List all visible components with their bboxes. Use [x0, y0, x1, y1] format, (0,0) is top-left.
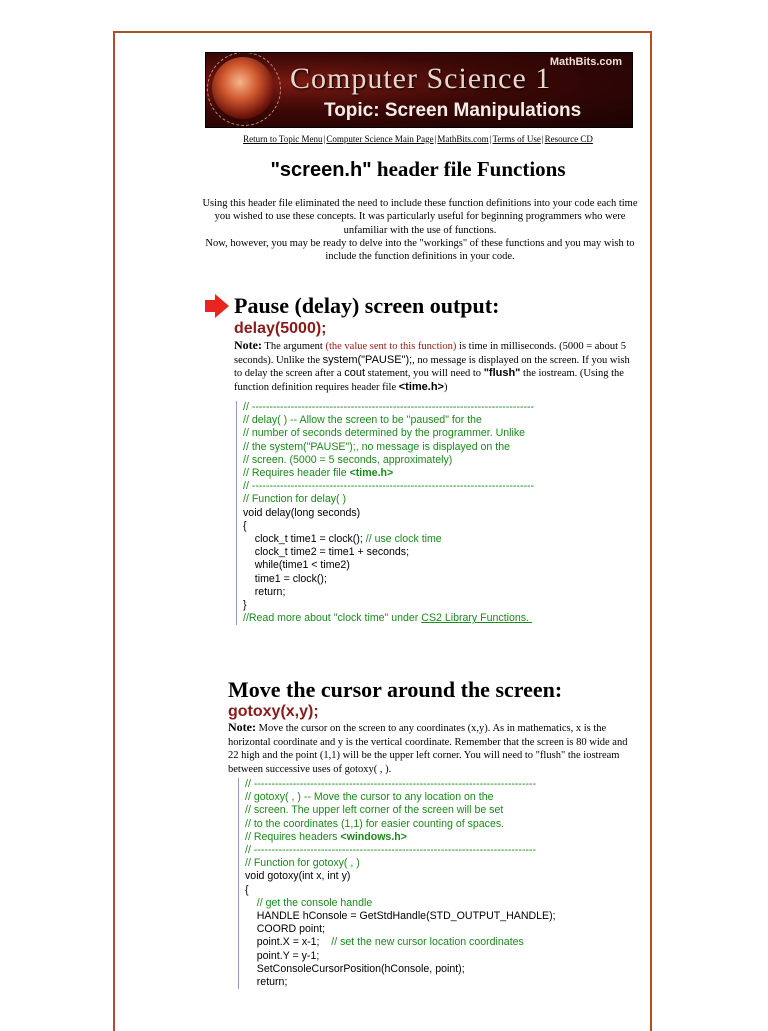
- note-text: the iostream. (Using the function definition requires header file: [234, 368, 624, 393]
- code-line: [243, 480, 643, 493]
- code-text: // screen. (5000 = 5 seconds, approximately): [243, 453, 453, 466]
- code-line: [245, 778, 643, 791]
- note-text: , no message is displayed on the screen. If you wish to delay the screen after a: [234, 354, 630, 379]
- code-line: [243, 507, 643, 520]
- note-text: is time in milliseconds. (5000 = about 5 seconds). Unlike the: [234, 341, 626, 366]
- nav-link-topic-menu[interactable]: Return to Topic Menu: [243, 134, 323, 144]
- code-text: }: [243, 599, 247, 612]
- code-line: [243, 441, 643, 454]
- section-gotoxy-title: Move the cursor around the screen:: [228, 677, 563, 702]
- code-text: // Function for gotoxy( , ): [245, 857, 360, 870]
- note-label: Note:: [228, 720, 256, 734]
- code-line: [245, 910, 643, 923]
- note-highlight: (the value sent to this function): [325, 341, 457, 352]
- code-inline-comment: // use clock time: [362, 533, 442, 546]
- code-text: COORD point;: [245, 923, 326, 936]
- code-text: // to the coordinates (1,1) for easier counting of spaces.: [245, 817, 505, 830]
- nav-link-mathbits[interactable]: MathBits.com: [437, 134, 489, 144]
- code-line: [243, 586, 643, 599]
- page-title: [205, 157, 631, 182]
- code-text: // --------------------------------------------------------------------------------: [243, 401, 535, 413]
- code-line: [245, 857, 643, 870]
- code-line: [245, 870, 643, 883]
- code-text: {: [243, 519, 247, 532]
- code-text: return;: [245, 976, 288, 989]
- code-text: //Read more about "clock time" under: [243, 612, 422, 625]
- delay-function-name: delay(5000);: [234, 320, 327, 337]
- cs2-library-link[interactable]: CS2 Library Functions.: [421, 612, 532, 625]
- code-text: // --------------------------------------------------------------------------------: [243, 480, 535, 493]
- code-text: // Requires header file: [243, 467, 350, 480]
- globe-icon: [212, 57, 274, 119]
- code-line: [243, 467, 643, 480]
- note-code: cout: [344, 367, 365, 379]
- note-text: Move the cursor on the screen to any coordinates (x,y). As in mathematics, x is the horizontal coordinate and y is the vertical coordinate. Remember that the screen is 80 wide and 22 high and the point (1,1) will be the upper left corner. You will need to "flush" the iostream between successive uses of gotoxy( , ).: [228, 723, 628, 775]
- code-text: clock_t time2 = time1 + seconds;: [243, 546, 410, 559]
- code-text: time1 = clock();: [243, 572, 327, 585]
- note-text: ): [443, 381, 448, 393]
- page-title-rest: header file Functions: [371, 157, 566, 181]
- code-line: [243, 427, 643, 440]
- note-text: The argument: [261, 341, 326, 352]
- code-text: point.X = x-1;: [245, 936, 320, 949]
- code-line: [243, 493, 643, 506]
- section-delay-title: Pause (delay) screen output:: [234, 293, 500, 318]
- code-text: void gotoxy(int x, int y): [245, 870, 351, 883]
- code-line: [243, 520, 643, 533]
- code-line: [245, 897, 643, 910]
- delay-note: [234, 339, 636, 394]
- intro-paragraph-1: Using this header file eliminated the need to include these function definitions into your code each time you wished to use these concepts. It was particularly useful for beginning programmers who were unfamiliar with the use of functions.: [202, 198, 638, 236]
- banner-title: Computer Science 1: [290, 62, 552, 95]
- code-text: // the system("PAUSE");, no message is displayed on the: [243, 440, 510, 453]
- code-line: [245, 818, 643, 831]
- red-arrow-icon: [204, 293, 230, 319]
- code-text: return;: [243, 585, 286, 598]
- code-line: [243, 454, 643, 467]
- intro-paragraph-2: Now, however, you may be ready to delve into the "workings" of these functions and you may wish to include the function definitions in your code.: [205, 237, 635, 263]
- nav-links: [205, 134, 631, 144]
- code-text: point.Y = y-1;: [245, 949, 320, 962]
- code-line: [243, 599, 643, 612]
- code-line: [245, 936, 643, 949]
- code-text: HANDLE hConsole = GetStdHandle(STD_OUTPUT_HANDLE);: [245, 910, 556, 923]
- nav-link-resource-cd[interactable]: Resource CD: [544, 134, 593, 144]
- banner-topic: Topic: Screen Manipulations: [324, 100, 582, 121]
- code-line: [243, 533, 643, 546]
- code-text: // --------------------------------------------------------------------------------: [245, 844, 537, 857]
- code-text: // gotoxy( , ) -- Move the cursor to any location on the: [245, 791, 494, 804]
- code-line: [243, 414, 643, 427]
- nav-link-terms[interactable]: Terms of Use: [492, 134, 541, 144]
- page-title-code: "screen.h": [270, 159, 372, 181]
- code-text: while(time1 < time2): [243, 559, 350, 572]
- code-text: // Function for delay( ): [243, 493, 347, 506]
- code-line: [245, 791, 643, 804]
- gotoxy-function-name: gotoxy(x,y);: [228, 703, 319, 720]
- delay-code-block: [236, 401, 643, 625]
- code-text: // --------------------------------------------------------------------------------: [245, 778, 537, 790]
- code-text: {: [245, 883, 249, 896]
- code-text: // screen. The upper left corner of the screen will be set: [245, 804, 504, 817]
- code-line: [243, 612, 643, 625]
- code-text: // delay( ) -- Allow the screen to be "paused" for the: [243, 414, 482, 427]
- gotoxy-code-block: [238, 778, 643, 989]
- note-code: system("PAUSE");: [322, 353, 413, 366]
- gotoxy-note: [228, 721, 636, 776]
- code-line: [243, 401, 643, 414]
- code-line: [245, 884, 643, 897]
- code-text: clock_t time1 = clock();: [243, 533, 363, 546]
- nav-separator: |: [434, 134, 437, 144]
- intro-text: [200, 197, 640, 263]
- nav-separator: |: [489, 134, 492, 144]
- code-line: [245, 976, 643, 989]
- code-line: [245, 963, 643, 976]
- note-header-name: <time.h>: [398, 380, 444, 393]
- code-line: [243, 573, 643, 586]
- code-header-name: <windows.h>: [340, 830, 407, 843]
- code-line: [243, 559, 643, 572]
- banner-site-name: MathBits.com: [549, 56, 622, 68]
- note-label: Note:: [234, 338, 262, 352]
- note-text: statement, you will need to: [365, 368, 484, 379]
- nav-separator: |: [323, 134, 326, 144]
- code-header-name: <time.h>: [349, 467, 394, 480]
- code-line: [245, 923, 643, 936]
- nav-link-cs-main[interactable]: Computer Science Main Page: [326, 134, 434, 144]
- code-line: [245, 950, 643, 963]
- nav-separator: |: [541, 134, 544, 144]
- code-inline-comment: // set the new cursor location coordinates: [319, 936, 524, 949]
- note-emphasis: "flush": [483, 367, 521, 379]
- code-line: [245, 804, 643, 817]
- code-text: // Requires headers: [245, 830, 341, 843]
- code-line: [245, 844, 643, 857]
- code-text: void delay(long seconds): [243, 506, 361, 519]
- code-text: // number of seconds determined by the programmer. Unlike: [243, 427, 526, 440]
- code-line: [243, 546, 643, 559]
- code-text: SetConsoleCursorPosition(hConsole, point);: [245, 962, 465, 975]
- code-line: [245, 831, 643, 844]
- code-text: // get the console handle: [245, 896, 373, 909]
- site-banner[interactable]: [205, 52, 633, 128]
